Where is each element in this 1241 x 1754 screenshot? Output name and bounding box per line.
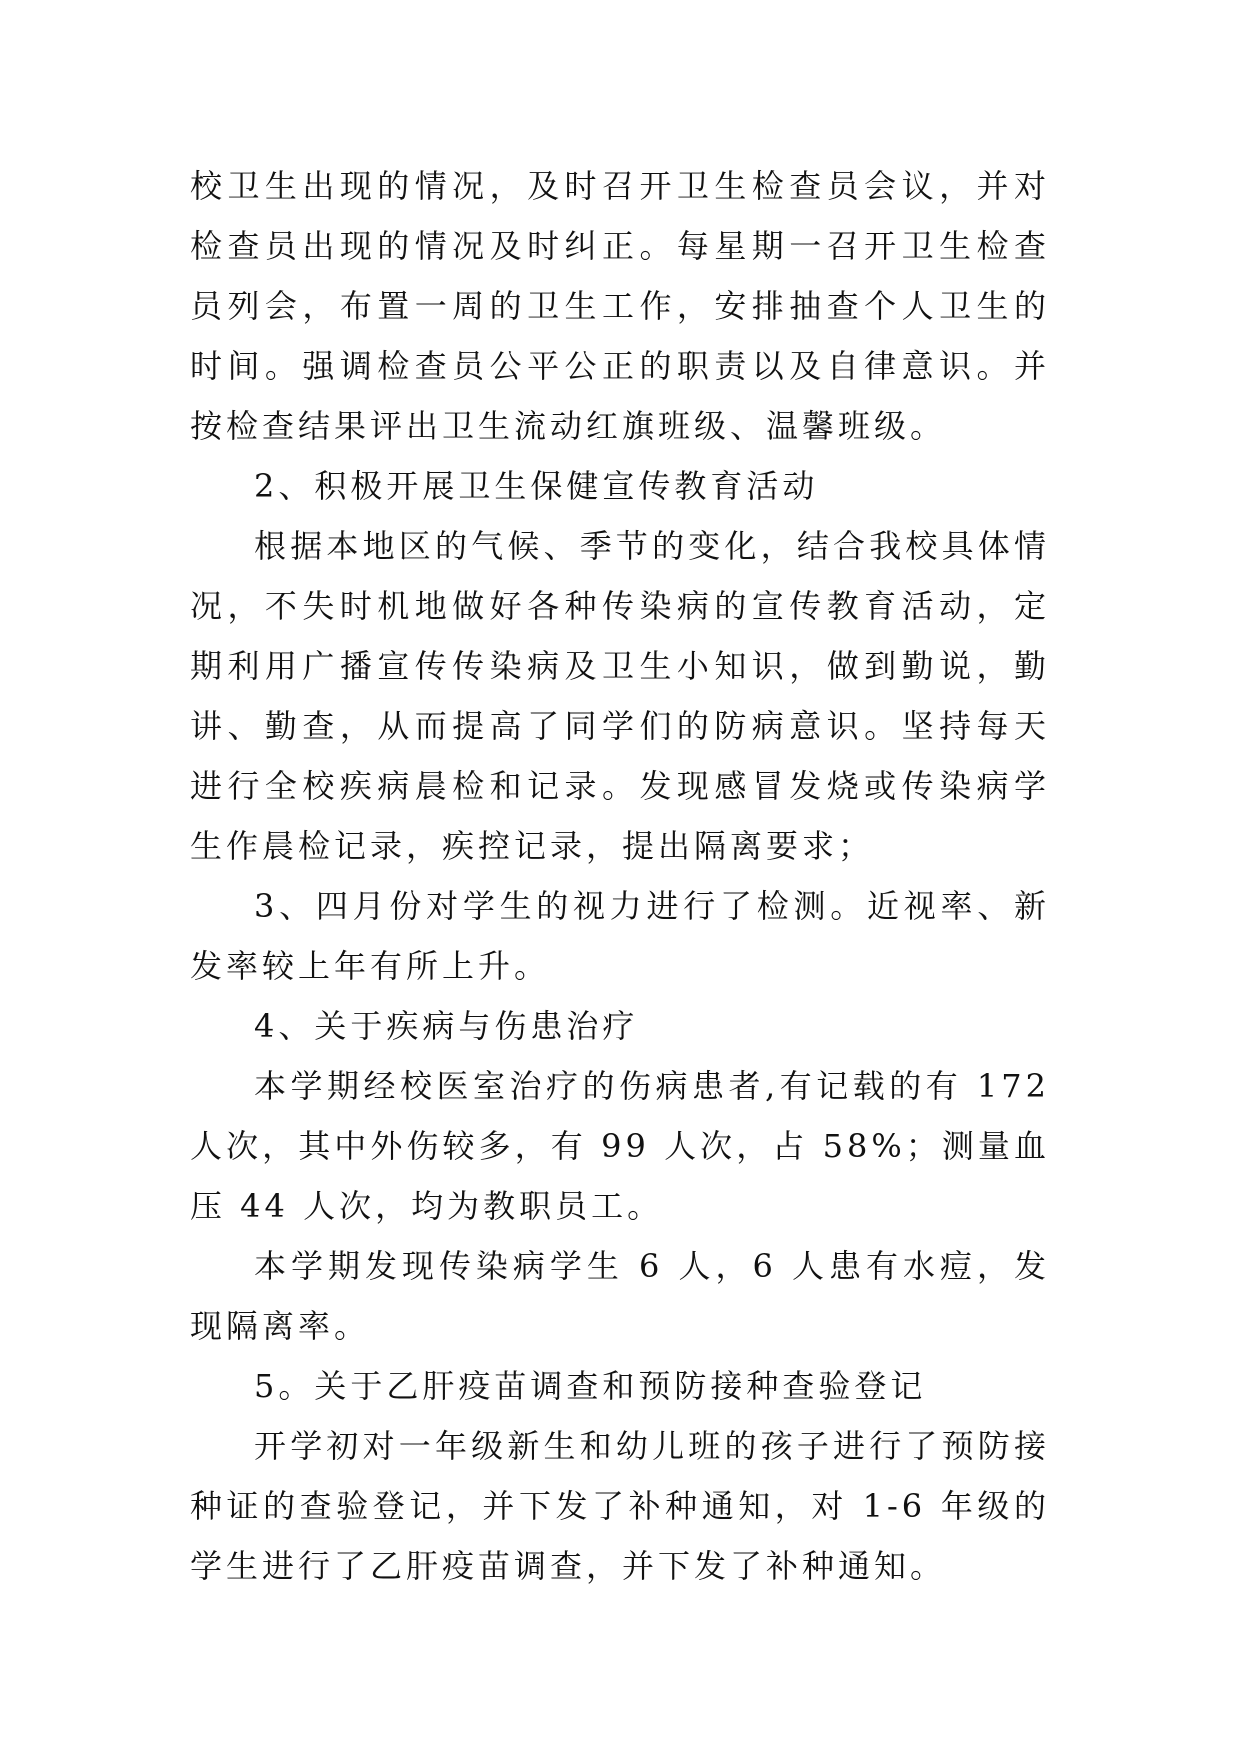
paragraph-health-education: 根据本地区的气候、季节的变化，结合我校具体情况，不失时机地做好各种传染病的宣传教育活动，定期利用广播宣传传染病及卫生小知识，做到勤说，勤讲、勤查，从而提高了同学们的防病意识。坚持每天进行全校疾病晨检和记录。发现感冒发烧或传染病学生作晨检记录，疾控记录，提出隔离要求； (190, 527, 1050, 865)
section-heading-health-education: 2、积极开展卫生保健宣传教育活动 (254, 467, 819, 505)
paragraph-vaccination: 开学初对一年级新生和幼儿班的孩子进行了预防接种证的查验登记，并下发了补种通知，对 1-6 年级的学生进行了乙肝疫苗调查，并下发了补种通知。 (190, 1427, 1050, 1585)
paragraph-hygiene-inspectors: 校卫生出现的情况，及时召开卫生检查员会议，并对检查员出现的情况及时纠正。每星期一召开卫生检查员列会，布置一周的卫生工作，安排抽查个人卫生的时间。强调检查员公平公正的职责以及自律意识。并按检查结果评出卫生流动红旗班级、温馨班级。 (190, 167, 1050, 445)
document-page (190, 156, 1050, 1596)
paragraph-vision-test: 3、四月份对学生的视力进行了检测。近视率、新发率较上年有所上升。 (190, 887, 1050, 985)
section-heading-hepatitis-b: 5。关于乙肝疫苗调查和预防接种查验登记 (254, 1367, 927, 1405)
paragraph-treatment-stats: 本学期经校医室治疗的伤病患者,有记载的有 172 人次，其中外伤较多，有 99 人次，占 58%；测量血压 44 人次，均为教职员工。 (190, 1067, 1050, 1225)
section-heading-disease-treatment: 4、关于疾病与伤患治疗 (254, 1007, 639, 1045)
paragraph-infectious-cases: 本学期发现传染病学生 6 人，6 人患有水痘，发现隔离率。 (190, 1247, 1050, 1345)
